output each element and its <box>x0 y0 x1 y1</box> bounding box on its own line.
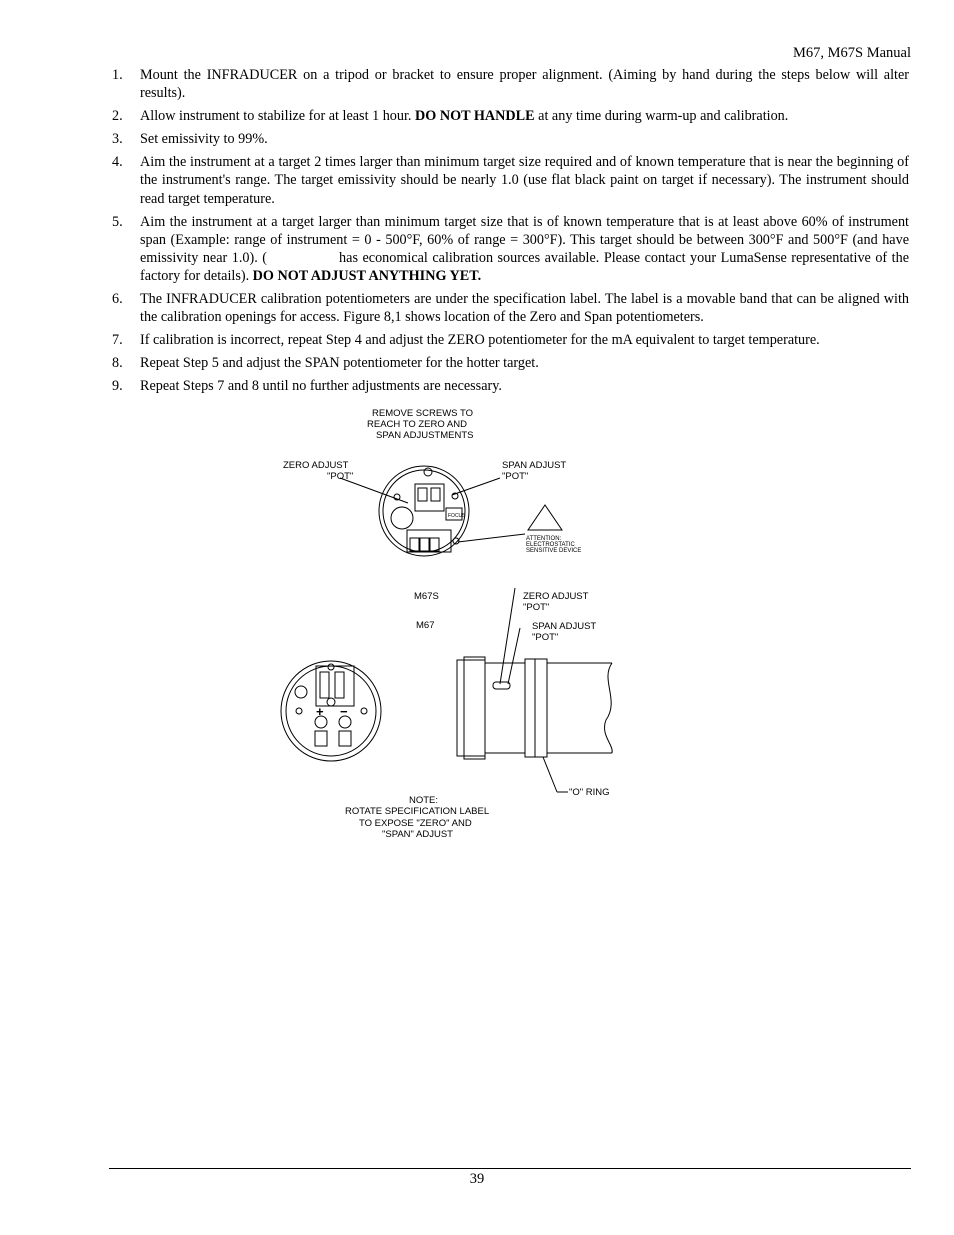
svg-text:"POT": "POT" <box>327 471 354 482</box>
svg-text:NOTE:: NOTE: <box>409 795 439 806</box>
svg-text:−: − <box>340 704 348 719</box>
step-3: 3. Set emissivity to 99%. <box>112 131 268 148</box>
svg-text:"O" RING: "O" RING <box>569 787 610 798</box>
step-6: 6. The INFRADUCER calibration potentiometers are under the specification label. The label is a movable band that can be aligned with the calibration openings for access. Figure 8,1 shows location of the Zero and Span potentiometers. <box>112 291 909 326</box>
manual-title: M67, M67S Manual <box>792 45 911 61</box>
svg-text:ELECTROSTATIC: ELECTROSTATIC <box>526 542 575 548</box>
svg-text:TO EXPOSE "ZERO" AND: TO EXPOSE "ZERO" AND <box>359 818 472 829</box>
esd-warning-icon <box>528 505 562 530</box>
svg-text:ZERO ADJUST: ZERO ADJUST <box>283 460 349 471</box>
step-2: 2. Allow instrument to stabilize for at least 1 hour. DO NOT HANDLE at any time during warm-up and calibration. <box>112 108 789 125</box>
figure-labels <box>283 408 610 840</box>
svg-text:ZERO ADJUST: ZERO ADJUST <box>523 591 589 602</box>
svg-text:REMOVE SCREWS TO: REMOVE SCREWS TO <box>372 408 473 419</box>
svg-text:SPAN ADJUSTMENTS: SPAN ADJUSTMENTS <box>376 430 474 441</box>
step-8: 8. Repeat Step 5 and adjust the SPAN potentiometer for the hotter target. <box>112 355 539 372</box>
svg-text:REACH TO ZERO AND: REACH TO ZERO AND <box>367 419 467 430</box>
step-4: 4. Aim the instrument at a target 2 times larger than minimum target size required and of known temperature that is near the beginning of the instrument's range. The target emissivity should be nearly 1.0 (use flat black paint on target if necessary). The instrument should read target temperature. <box>112 154 909 207</box>
m67-head-view <box>281 661 381 761</box>
svg-text:M67: M67 <box>416 620 435 631</box>
svg-text:SPAN ADJUST: SPAN ADJUST <box>502 460 567 471</box>
svg-text:"POT": "POT" <box>523 602 550 613</box>
svg-text:M67S: M67S <box>414 591 439 602</box>
svg-text:"POT": "POT" <box>532 632 559 643</box>
m67s-head-view <box>379 466 469 556</box>
svg-text:ATTENTION:: ATTENTION: <box>526 536 562 542</box>
svg-text:FOCUS: FOCUS <box>448 513 466 519</box>
page-number: 39 <box>469 1171 485 1187</box>
m67-side-view <box>457 657 612 759</box>
footer-rule <box>109 1168 911 1169</box>
svg-text:"POT": "POT" <box>502 471 529 482</box>
calibration-figure <box>270 400 630 845</box>
step-9: 9. Repeat Steps 7 and 8 until no further adjustments are necessary. <box>112 378 502 395</box>
svg-text:SPAN ADJUST: SPAN ADJUST <box>532 621 597 632</box>
step-7: 7. If calibration is incorrect, repeat Step 4 and adjust the ZERO potentiometer for the mA equivalent to target temperature. <box>112 332 820 349</box>
step-1: 1. Mount the INFRADUCER on a tripod or bracket to ensure proper alignment. (Aiming by hand during the steps below will alter results). <box>112 67 909 102</box>
calibration-diagram <box>270 400 630 845</box>
calibration-steps <box>109 66 913 400</box>
step-5: 5. Aim the instrument at a target larger than minimum target size that is of known temperature that is at least above 60% of instrument span (Example: range of instrument = 0 - 500°F, 60% of range = 300°F). This target should be between 300°F and 500°F (and have emissivity near 1.0). ( has economical calibration sources available. Please contact your LumaSense representative of the factory for details). DO NOT ADJUST ANYTHING YET. <box>112 213 913 285</box>
svg-text:ROTATE SPECIFICATION LABEL: ROTATE SPECIFICATION LABEL <box>345 806 490 817</box>
svg-text:SENSITIVE DEVICE: SENSITIVE DEVICE <box>526 548 582 554</box>
svg-text:+: + <box>316 704 324 719</box>
svg-text:"SPAN" ADJUST: "SPAN" ADJUST <box>382 829 453 840</box>
